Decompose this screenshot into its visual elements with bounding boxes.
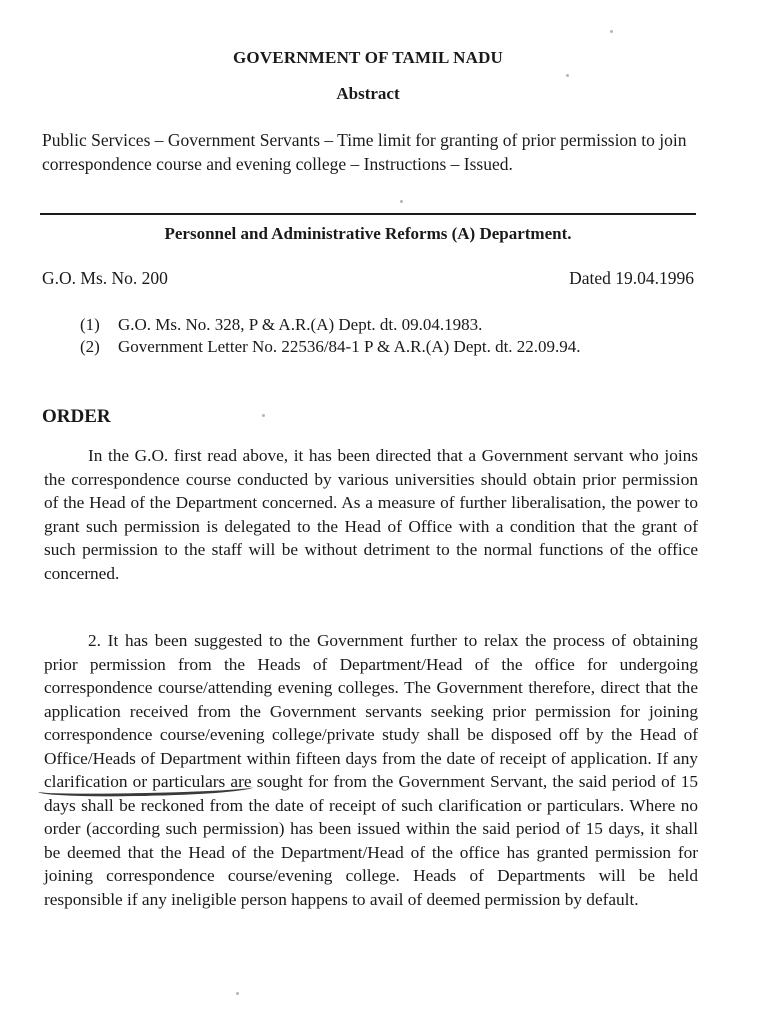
reference-text: Government Letter No. 22536/84-1 P & A.R.(A) Dept. dt. 22.09.94. — [118, 337, 581, 356]
reference-text: G.O. Ms. No. 328, P & A.R.(A) Dept. dt. 09.04.1983. — [118, 315, 483, 334]
go-number-row — [42, 268, 694, 289]
go-number: G.O. Ms. No. 200 — [42, 268, 168, 288]
divider-line — [40, 213, 696, 215]
go-date: Dated 19.04.1996 — [569, 268, 694, 288]
abstract-heading: Abstract — [336, 84, 400, 103]
references-list — [80, 314, 640, 358]
scan-speck — [400, 200, 403, 203]
reference-item — [80, 336, 640, 358]
scan-speck — [566, 74, 569, 77]
scan-speck — [610, 30, 613, 33]
government-heading: GOVERNMENT OF TAMIL NADU — [232, 48, 504, 67]
reference-number: (2) — [80, 337, 100, 356]
order-paragraph-2: 2. It has been suggested to the Government further to relax the process of obtaining prior permission from the Heads of Department/Head of the office for undergoing correspondence course/attending evening colleges. The Government therefore, direct that the application received from the Government servants seeking prior permission for joining correspondence course/evening college/private study shall be disposed off by the Head of Office/Heads of Department within fifteen days from the date of receipt of application. If any clarification or particulars are sought for from the Government Servant, the said period of 15 days shall be reckoned from the date of receipt of such clarification or particulars. Where no order (according such permission) has been issued within the said period of 15 days, it shall be deemed that the Head of the Department/Head of the office has granted permission for joining correspondence course/evening college. Heads of Departments will be held responsible if any ineligible person happens to avail of deemed permission by default. — [44, 631, 698, 909]
scan-speck — [236, 992, 239, 995]
scan-speck — [262, 414, 265, 417]
department-heading: Personnel and Administrative Reforms (A) Department. — [164, 224, 572, 243]
order-heading: ORDER — [42, 406, 111, 427]
order-paragraph-1: In the G.O. first read above, it has been directed that a Government servant who joins the correspondence course conducted by various universities should obtain prior permission of the Head of the Department concerned. As a measure of further liberalisation, the power to grant such permission is delegated to the Head of Office with a condition that the grant of such permission to the staff will be without detriment to the normal functions of the office concerned. — [44, 446, 698, 583]
subject-text: Public Services – Government Servants – Time limit for granting of prior permission to join correspondence course and evening college – Instructions – Issued. — [42, 130, 687, 174]
reference-number: (1) — [80, 315, 100, 334]
reference-item — [80, 314, 640, 336]
